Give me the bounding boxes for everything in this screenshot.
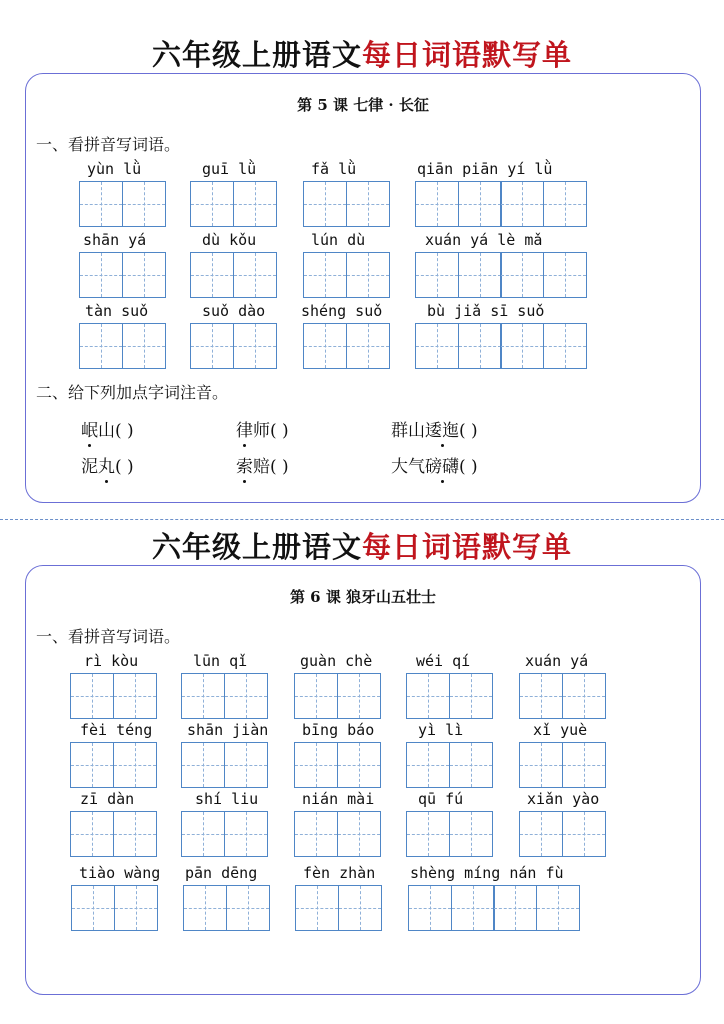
- pinyin: pān dēng: [185, 864, 258, 882]
- char-box[interactable]: [406, 742, 450, 788]
- char-box[interactable]: [406, 811, 450, 857]
- char-box[interactable]: [451, 885, 495, 931]
- char-box[interactable]: [500, 181, 544, 227]
- char-box[interactable]: [415, 323, 459, 369]
- char-box[interactable]: [493, 885, 537, 931]
- char-boxes[interactable]: [70, 742, 155, 788]
- pinyin: zī dàn: [80, 790, 135, 808]
- pinyin: bīng báo: [302, 721, 375, 739]
- char-box[interactable]: [519, 673, 563, 719]
- char-box[interactable]: [190, 181, 234, 227]
- char-box[interactable]: [233, 252, 277, 298]
- char-box[interactable]: [224, 811, 268, 857]
- char-box[interactable]: [79, 181, 123, 227]
- char-boxes[interactable]: [79, 323, 164, 369]
- char-box[interactable]: [338, 885, 382, 931]
- char-box[interactable]: [346, 181, 390, 227]
- char-boxes[interactable]: [294, 673, 379, 719]
- pinyin: shéng suǒ: [301, 302, 383, 320]
- char-box[interactable]: [295, 885, 339, 931]
- char-boxes[interactable]: [303, 323, 388, 369]
- char-box[interactable]: [294, 742, 338, 788]
- pinyin: shān yá: [83, 231, 147, 249]
- char-boxes[interactable]: [181, 742, 266, 788]
- char-boxes[interactable]: [181, 811, 266, 857]
- sheet2-title-grade: 六年级上册语文: [151, 530, 362, 564]
- char-boxes[interactable]: [406, 742, 491, 788]
- pinyin: xiǎn yào: [527, 790, 600, 808]
- char-box[interactable]: [458, 181, 502, 227]
- char-box[interactable]: [346, 252, 390, 298]
- char-boxes[interactable]: [71, 885, 156, 931]
- char-box[interactable]: [458, 252, 502, 298]
- char-box[interactable]: [71, 885, 115, 931]
- char-box[interactable]: [233, 323, 277, 369]
- sheet1-lesson-title: 第 5 课 七律 · 长征: [297, 96, 429, 114]
- pinyin: bù jiǎ sī suǒ: [427, 302, 545, 320]
- char-boxes[interactable]: [190, 181, 275, 227]
- char-box[interactable]: [122, 252, 166, 298]
- char-box[interactable]: [536, 885, 580, 931]
- char-box[interactable]: [79, 252, 123, 298]
- char-box[interactable]: [519, 811, 563, 857]
- pinyin: tàn suǒ: [85, 302, 149, 320]
- char-boxes[interactable]: [519, 742, 604, 788]
- char-boxes[interactable]: [183, 885, 268, 931]
- char-box[interactable]: [449, 673, 493, 719]
- pinyin: shí liu: [195, 790, 259, 808]
- char-boxes[interactable]: [70, 811, 155, 857]
- char-box[interactable]: [181, 811, 225, 857]
- char-box[interactable]: [500, 323, 544, 369]
- char-box[interactable]: [113, 742, 157, 788]
- pinyin: suǒ dào: [202, 302, 266, 320]
- pinyin: xuán yá: [525, 652, 589, 670]
- sheet1-section1-heading: 一、看拼音写词语。: [36, 135, 181, 154]
- char-box[interactable]: [562, 811, 606, 857]
- annotation-item-3: 群山逶迤( ): [391, 421, 478, 441]
- char-box[interactable]: [181, 742, 225, 788]
- char-box[interactable]: [70, 673, 114, 719]
- char-box[interactable]: [543, 323, 587, 369]
- char-box[interactable]: [500, 252, 544, 298]
- page-divider: [0, 519, 724, 520]
- pinyin: dù kǒu: [202, 231, 257, 249]
- char-box[interactable]: [190, 252, 234, 298]
- char-boxes[interactable]: [303, 252, 388, 298]
- char-box[interactable]: [70, 811, 114, 857]
- char-box[interactable]: [122, 181, 166, 227]
- char-boxes[interactable]: [190, 323, 275, 369]
- char-box[interactable]: [415, 181, 459, 227]
- char-box[interactable]: [337, 673, 381, 719]
- pinyin: qū fú: [418, 790, 464, 808]
- pinyin: nián mài: [302, 790, 375, 808]
- pinyin: xuán yá lè mǎ: [425, 231, 543, 249]
- pinyin: shān jiàn: [187, 721, 269, 739]
- sheet2-title: [0, 525, 724, 566]
- char-box[interactable]: [226, 885, 270, 931]
- char-boxes[interactable]: [190, 252, 275, 298]
- char-boxes[interactable]: [79, 252, 164, 298]
- char-box[interactable]: [303, 181, 347, 227]
- char-boxes[interactable]: [415, 252, 586, 298]
- char-box[interactable]: [190, 323, 234, 369]
- sheet2-title-worksheet: 每日词语默写单: [362, 530, 573, 564]
- annotation-item-6: 大气磅礴( ): [391, 457, 478, 477]
- sheet1-title: [0, 33, 724, 74]
- char-boxes[interactable]: [415, 181, 586, 227]
- char-box[interactable]: [543, 252, 587, 298]
- pinyin: yì lì: [418, 721, 464, 739]
- char-box[interactable]: [406, 673, 450, 719]
- char-boxes[interactable]: [303, 181, 388, 227]
- sheet2-lesson-title: 第 6 课 狼牙山五壮士: [289, 588, 437, 606]
- pinyin: qiān piān yí lǜ: [417, 160, 553, 178]
- char-box[interactable]: [303, 252, 347, 298]
- char-box[interactable]: [181, 673, 225, 719]
- annotation-item-2: 律师( ): [236, 421, 289, 441]
- pinyin: fǎ lǜ: [311, 160, 357, 178]
- char-box[interactable]: [303, 323, 347, 369]
- char-boxes[interactable]: [294, 742, 379, 788]
- char-box[interactable]: [294, 673, 338, 719]
- char-boxes[interactable]: [294, 811, 379, 857]
- char-box[interactable]: [113, 811, 157, 857]
- char-boxes[interactable]: [181, 673, 266, 719]
- char-box[interactable]: [114, 885, 158, 931]
- char-boxes[interactable]: [295, 885, 380, 931]
- annotation-item-1: 岷山( ): [81, 421, 134, 441]
- pinyin: lún dù: [311, 231, 366, 249]
- pinyin: guàn chè: [300, 652, 373, 670]
- char-boxes[interactable]: [519, 673, 604, 719]
- pinyin: fèi téng: [80, 721, 153, 739]
- sheet1-card: [25, 73, 701, 503]
- char-box[interactable]: [449, 742, 493, 788]
- char-box[interactable]: [122, 323, 166, 369]
- char-boxes[interactable]: [70, 673, 155, 719]
- char-boxes[interactable]: [519, 811, 604, 857]
- char-box[interactable]: [415, 252, 459, 298]
- char-boxes[interactable]: [415, 323, 586, 369]
- char-box[interactable]: [449, 811, 493, 857]
- pinyin: lūn qǐ: [193, 652, 248, 670]
- char-box[interactable]: [113, 673, 157, 719]
- annotation-item-5: 索赔( ): [236, 457, 289, 477]
- char-boxes[interactable]: [406, 811, 491, 857]
- char-boxes[interactable]: [408, 885, 579, 931]
- char-box[interactable]: [408, 885, 452, 931]
- char-box[interactable]: [543, 181, 587, 227]
- char-box[interactable]: [70, 742, 114, 788]
- pinyin: xǐ yuè: [533, 721, 588, 739]
- char-box[interactable]: [346, 323, 390, 369]
- pinyin: shèng míng nán fù: [410, 864, 564, 882]
- sheet2-card: [25, 565, 701, 995]
- char-box[interactable]: [562, 673, 606, 719]
- pinyin: tiào wàng: [79, 864, 161, 882]
- char-box[interactable]: [224, 673, 268, 719]
- annotation-item-4: 泥丸( ): [81, 457, 134, 477]
- char-boxes[interactable]: [79, 181, 164, 227]
- pinyin: wéi qí: [416, 652, 471, 670]
- char-box[interactable]: [562, 742, 606, 788]
- char-boxes[interactable]: [406, 673, 491, 719]
- char-box[interactable]: [458, 323, 502, 369]
- sheet1-title-worksheet: 每日词语默写单: [362, 38, 573, 72]
- pinyin: yùn lǜ: [87, 160, 142, 178]
- pinyin: guī lǜ: [202, 160, 257, 178]
- pinyin: rì kòu: [84, 652, 139, 670]
- char-box[interactable]: [294, 811, 338, 857]
- char-box[interactable]: [79, 323, 123, 369]
- char-box[interactable]: [519, 742, 563, 788]
- pinyin: fèn zhàn: [303, 864, 376, 882]
- char-box[interactable]: [224, 742, 268, 788]
- sheet2-section1-heading: 一、看拼音写词语。: [36, 627, 181, 646]
- char-box[interactable]: [233, 181, 277, 227]
- char-box[interactable]: [183, 885, 227, 931]
- sheet1-title-grade: 六年级上册语文: [151, 38, 362, 72]
- char-box[interactable]: [337, 811, 381, 857]
- sheet1-section2-heading: 二、给下列加点字词注音。: [36, 383, 229, 402]
- char-box[interactable]: [337, 742, 381, 788]
